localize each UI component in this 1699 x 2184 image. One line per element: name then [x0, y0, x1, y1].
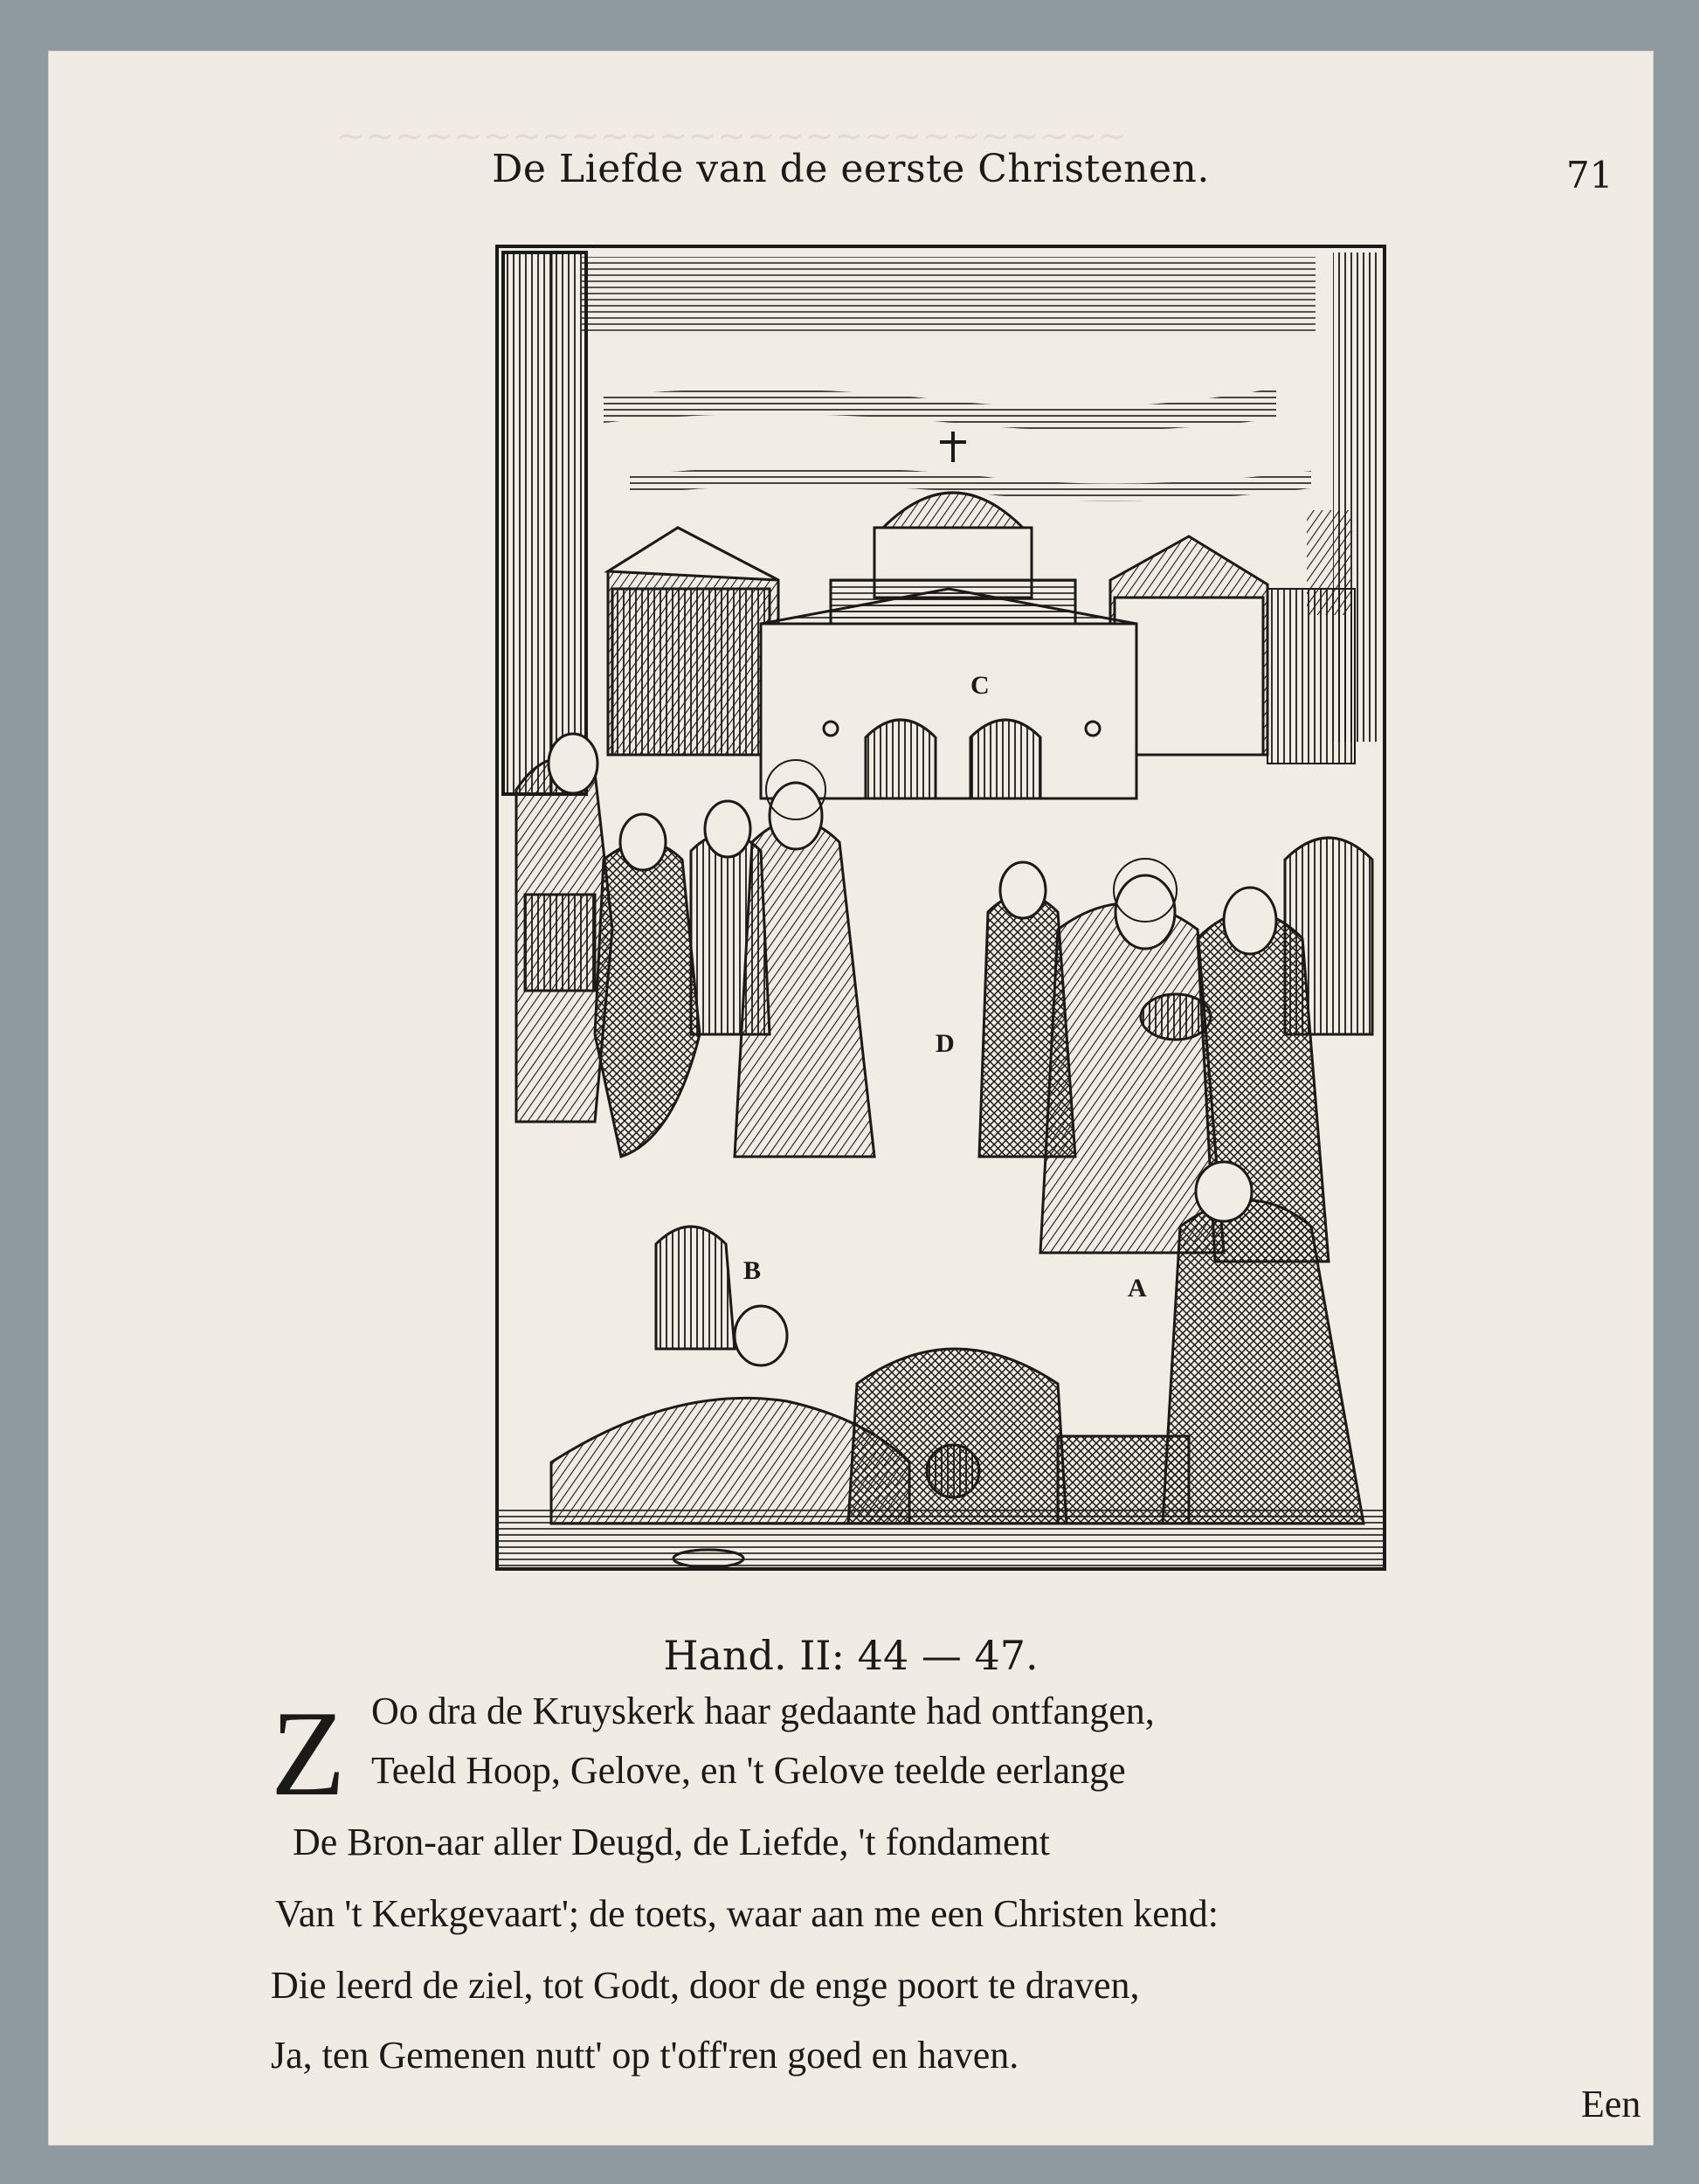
woodcut-engraving: [499, 248, 1383, 1567]
label-d: D: [936, 1029, 955, 1058]
left-building: [503, 252, 586, 794]
label-c: C: [970, 671, 990, 700]
crowd-figures: [516, 734, 1372, 1567]
page-number: 71: [1566, 154, 1613, 197]
sky-clouds: [582, 257, 1316, 501]
poem-line: De Bron-aar aller Deugd, de Liefde, 't fondament: [293, 1821, 1050, 1863]
poem-line: Van 't Kerkgevaart'; de toets, waar aan me een Christen kend:: [275, 1892, 1219, 1935]
running-head: De Liefde van de eerste Christenen.: [492, 147, 1210, 191]
show-through-text: ~~~~~~~~~~~~~~~~~~~~~~~~~~~: [336, 116, 1127, 156]
drop-cap: Z: [271, 1686, 346, 1821]
ground: [499, 1506, 1383, 1567]
catchword: Een: [1581, 2083, 1641, 2125]
book-page: [48, 51, 1654, 2146]
poem-line: Oo dra de Kruyskerk haar gedaante had ontfangen,: [371, 1690, 1155, 1732]
label-b: B: [743, 1256, 762, 1285]
woodcut-illustration: [495, 245, 1386, 1571]
label-a: A: [1128, 1274, 1147, 1303]
poem-line: Teeld Hoop, Gelove, en 't Gelove teelde eerlange: [371, 1749, 1126, 1792]
poem-line: Ja, ten Gemenen nutt' op t'off'ren goed en haven.: [271, 2034, 1019, 2077]
poem-line: Die leerd de ziel, tot Godt, door de enge poort te draven,: [271, 1964, 1140, 2007]
scripture-reference: Hand. II: 44 — 47.: [663, 1632, 1039, 1679]
